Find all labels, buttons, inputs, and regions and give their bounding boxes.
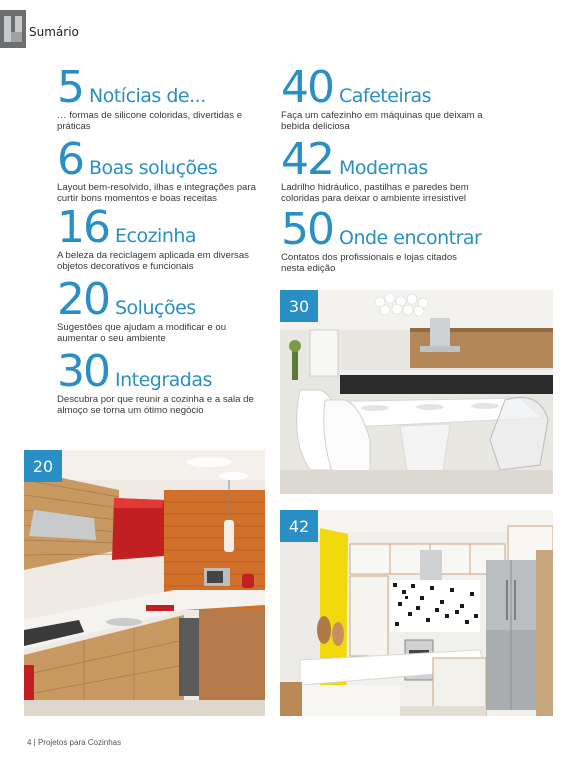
page-badge: 20: [24, 450, 62, 482]
entry-solucoes[interactable]: [57, 274, 262, 344]
entry-title: Notícias de...: [89, 85, 206, 107]
entry-boas-solucoes[interactable]: [57, 134, 267, 204]
page-footer: 4 | Projetos para Cozinhas: [27, 738, 122, 747]
page-number: 20: [57, 274, 109, 325]
entry-title: Cafeteiras: [339, 85, 432, 107]
entry-integradas[interactable]: [57, 346, 262, 416]
entry-title: Modernas: [339, 157, 428, 179]
photo-modernas[interactable]: [280, 510, 553, 716]
entry-description: … formas de silicone coloridas, divertidas e práticas: [57, 110, 243, 132]
page-number: 30: [57, 346, 109, 397]
entry-onde-encontrar[interactable]: [281, 204, 482, 274]
entry-description: Layout bem-resolvido, ilhas e integrações para curtir bons momentos e boas receitas: [57, 182, 256, 204]
page-number: 16: [57, 202, 109, 253]
entry-title: Integradas: [115, 369, 212, 391]
page-number: 5: [57, 62, 83, 113]
page-badge: 42: [280, 510, 318, 542]
entry-title: Onde encontrar: [339, 227, 482, 249]
entry-description: Sugestões que ajudam a modificar e ou aumentar o seu ambiente: [57, 322, 227, 344]
entry-description: Descubra por que reunir a cozinha e a sala de almoço se torna um ótimo negócio: [57, 394, 254, 416]
entry-title: Boas soluções: [89, 157, 218, 179]
entry-description: Faça um cafezinho em máquinas que deixam a bebida deliciosa: [281, 110, 483, 132]
entry-modernas[interactable]: [281, 134, 481, 204]
page-number: 6: [57, 134, 83, 185]
section-title: Sumário: [29, 25, 79, 39]
page-badge: 30: [280, 290, 318, 322]
entry-cafeteiras[interactable]: [281, 62, 486, 132]
entry-description: A beleza da reciclagem aplicada em diversas objetos decorativos e funcionais: [57, 250, 249, 272]
page-number: 42: [281, 134, 333, 185]
entry-description: Contatos dos profissionais e lojas citados nesta edição: [281, 252, 457, 274]
page-number: 40: [281, 62, 333, 113]
entry-description: Ladrilho hidráulico, pastilhas e paredes bem coloridas para deixar o ambiente irresistível: [281, 182, 469, 204]
entry-noticias[interactable]: [57, 62, 262, 132]
entry-title: Soluções: [115, 297, 196, 319]
page-number: 50: [281, 204, 333, 255]
photo-integradas[interactable]: [280, 290, 553, 494]
entry-title: Ecozinha: [115, 225, 197, 247]
photo-solucoes[interactable]: [24, 450, 265, 716]
entry-ecozinha[interactable]: [57, 202, 262, 272]
magazine-logo-icon: [0, 10, 26, 48]
